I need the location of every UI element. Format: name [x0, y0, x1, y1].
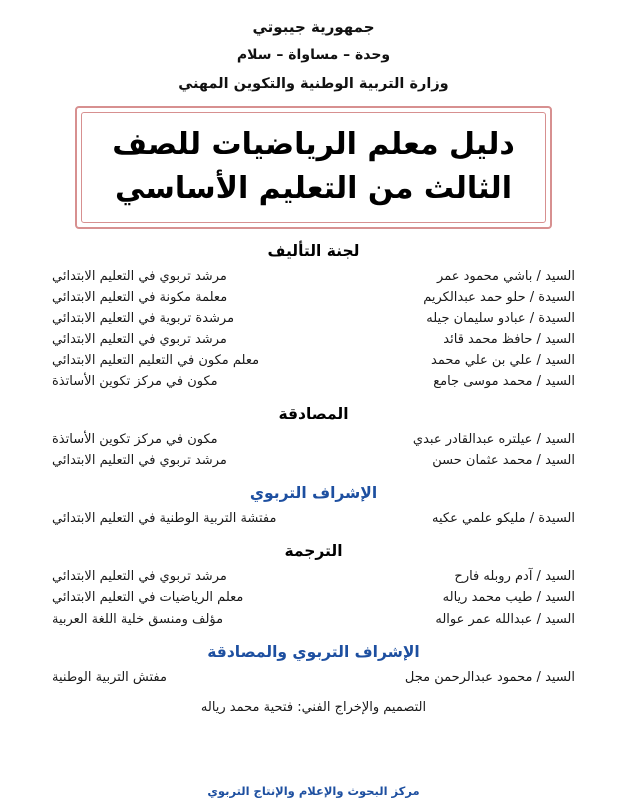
section-heading: المصادقة [278, 405, 349, 424]
credit-role: مكون في مركز تكوين الأساتذة [52, 432, 218, 448]
credit-row [26, 287, 601, 308]
credit-role: مرشد تربوي في التعليم الابتدائي [52, 569, 227, 585]
section-heading: لجنة التأليف [267, 242, 360, 260]
section-rows [26, 566, 601, 629]
title-box [75, 106, 552, 229]
section-pedagogical-supervision [26, 484, 601, 529]
credit-row [26, 371, 601, 392]
credit-row [26, 667, 601, 688]
section-rows [26, 667, 601, 688]
section-translation [26, 542, 601, 629]
credit-name: السيد / طيب محمد رياله [442, 590, 575, 606]
credit-name: السيد / عبدالله عمر عواله [435, 611, 575, 627]
credit-name: السيد / آدم روبله فارح [454, 569, 575, 585]
credit-name: السيدة / عبادو سليمان جيله [426, 311, 575, 327]
section-heading: الإشراف التربوي والمصادقة [207, 642, 420, 661]
document-title-line-2: الثالث من التعليم الأساسي [115, 170, 512, 206]
section-supervision-and-validation [26, 643, 601, 688]
section-rows [26, 429, 601, 471]
country-name: جمهورية جيبوتي [252, 18, 375, 36]
credit-name: السيد / محمد عثمان حسن [432, 453, 575, 469]
credit-role: معلمة مكونة في التعليم الابتدائي [52, 290, 228, 306]
credit-name: السيد / محمود عبدالرحمن مجل [404, 669, 575, 685]
credit-row [26, 308, 601, 329]
credit-role: معلم مكون في التعليم التعليم الابتدائي [52, 353, 260, 369]
credit-role: مفتشة التربية الوطنية في التعليم الابتدائي [52, 511, 277, 527]
credit-role: مفتش التربية الوطنية [52, 669, 167, 685]
credit-row [26, 350, 601, 371]
section-heading: الإشراف التربوي [249, 484, 378, 503]
credit-role: معلم الرياضيات في التعليم الابتدائي [52, 590, 244, 606]
credit-name: السيد / محمد موسى جامع [433, 374, 575, 390]
credit-role: مرشد تربوي في التعليم الابتدائي [52, 269, 227, 284]
credit-row [26, 429, 601, 450]
credit-row [26, 566, 601, 587]
document-title-line-1: دليل معلم الرياضيات للصف [112, 127, 515, 162]
credit-role: مرشدة تربوية في التعليم الابتدائي [52, 311, 235, 327]
title-box-inner [81, 112, 546, 223]
credit-row [26, 266, 601, 287]
credit-name: السيد / باشي محمود عمر [437, 269, 575, 284]
credit-name: السيد / عيلتره عبدالقادر عبدي [412, 432, 575, 448]
credit-role: مرشد تربوي في التعليم الابتدائي [52, 332, 227, 348]
credit-row [26, 450, 601, 471]
publisher-footer: مركز البحوث والإعلام والإنتاج التربوي [207, 784, 420, 798]
credit-row [26, 508, 601, 529]
credit-role: مرشد تربوي في التعليم الابتدائي [52, 453, 227, 469]
section-heading: الترجمة [284, 542, 343, 561]
credit-name: السيدة / مليكو علمي عكيه [432, 511, 575, 527]
credit-role: مؤلف ومنسق خلية اللغة العربية [52, 611, 224, 627]
section-validation [26, 405, 601, 471]
national-motto: وحدة – مساواة – سلام [236, 47, 391, 63]
design-credit: التصميم والإخراج الفني: فتحية محمد رياله [200, 699, 427, 715]
ministry-name: وزارة التربية الوطنية والتكوين المهني [178, 76, 449, 92]
credit-row [26, 609, 601, 630]
credit-role: مكون في مركز تكوين الأساتذة [52, 374, 218, 390]
credit-name: السيد / حافظ محمد قائد [443, 332, 575, 348]
credit-row [26, 329, 601, 350]
credit-name: السيدة / حلو حمد عبدالكريم [423, 290, 575, 306]
section-authoring-committee [26, 242, 601, 392]
section-rows [26, 508, 601, 529]
credit-row [26, 587, 601, 608]
section-rows [26, 266, 601, 392]
credit-name: السيد / علي بن علي محمد [431, 353, 575, 369]
